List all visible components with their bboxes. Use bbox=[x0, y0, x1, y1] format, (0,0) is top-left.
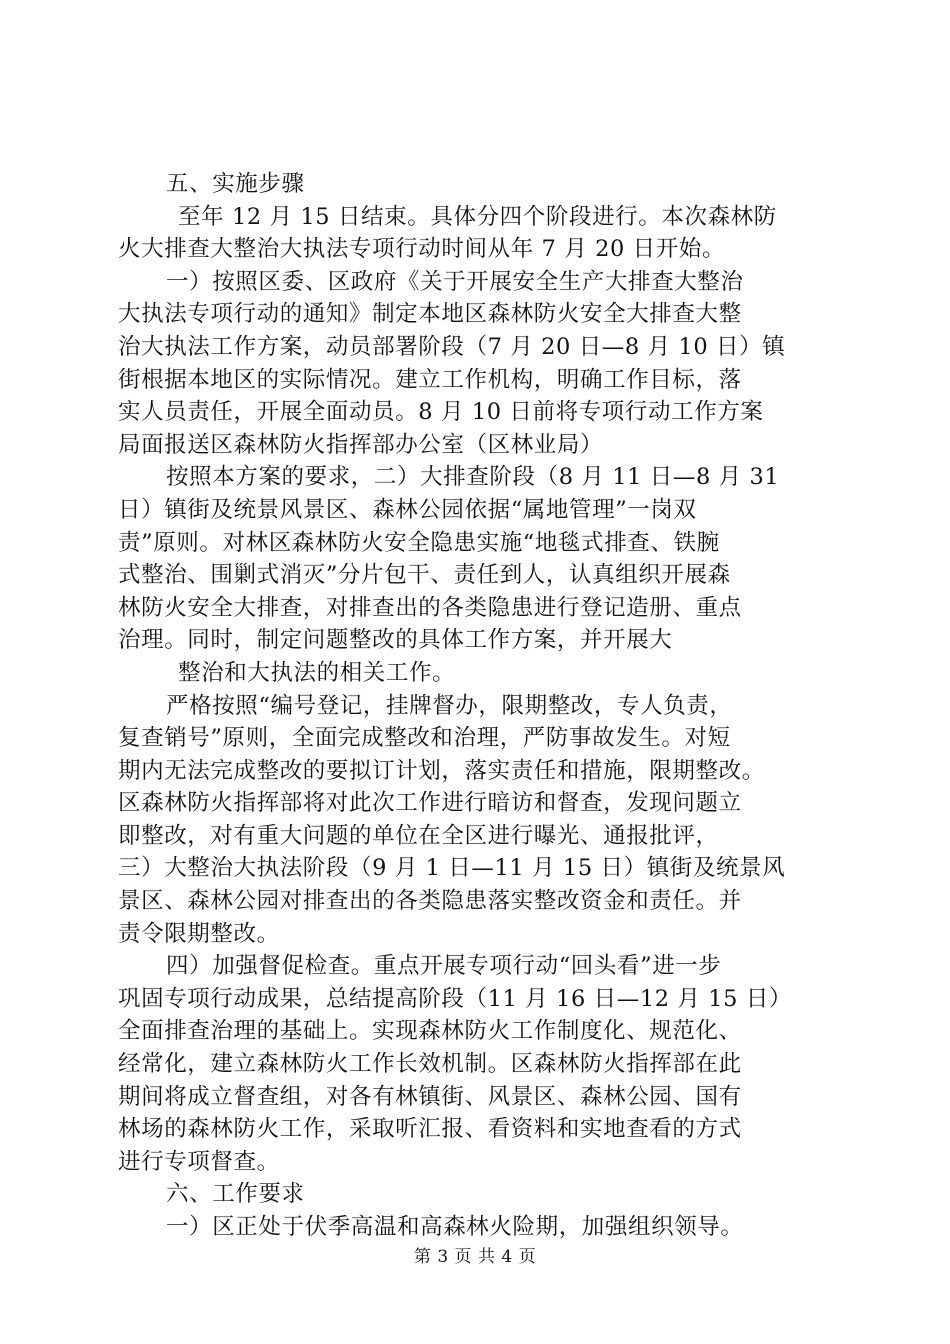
page-footer: 第 3 页 共 4 页 bbox=[413, 1247, 537, 1267]
text-line: 六、工作要求 bbox=[166, 1181, 305, 1208]
text-line: 整治和大执法的相关工作。 bbox=[178, 659, 456, 686]
document-body bbox=[118, 168, 838, 1244]
text-line: 林防火安全大排查，对排查出的各类隐患进行登记造册、重点 bbox=[118, 594, 742, 621]
text-line: 街根据本地区的实际情况。建立工作机构，明确工作目标，落 bbox=[118, 366, 742, 393]
text-line: 一）区正处于伏季高温和高森林火险期，加强组织领导。 bbox=[166, 1214, 744, 1240]
text-line: 三）大整治大执法阶段（9 月 1 日—11 月 15 日）镇街及统景风 bbox=[118, 855, 786, 882]
text-line: 即整改，对有重大问题的单位在全区进行曝光、通报批评， bbox=[118, 822, 719, 849]
text-line: 严格按照“编号登记，挂牌督办，限期整改，专人负责， bbox=[166, 692, 733, 719]
text-line: 林场的森林防火工作，采取听汇报、看资料和实地查看的方式 bbox=[118, 1116, 742, 1143]
text-line: 按照本方案的要求，二）大排查阶段（8 月 11 日—8 月 31 bbox=[166, 464, 780, 491]
text-line: 火大排查大整治大执法专项行动时间从年 7 月 20 日开始。 bbox=[118, 236, 726, 263]
text-line: 巩固专项行动成果，总结提高阶段（11 月 16 日—12 月 15 日） bbox=[118, 985, 793, 1012]
text-line: 四）加强督促检查。重点开展专项行动“回头看”进一步 bbox=[166, 953, 722, 980]
text-line: 经常化，建立森林防火工作长效机制。区森林防火指挥部在此 bbox=[118, 1051, 742, 1078]
text-line: 大执法专项行动的通知》制定本地区森林防火安全大排查大整 bbox=[118, 301, 742, 328]
text-line: 五、实施步骤 bbox=[166, 171, 305, 197]
text-line: 复查销号”原则，全面完成整改和治理，严防事故发生。对短 bbox=[118, 725, 731, 752]
text-line: 一）按照区委、区政府《关于开展安全生产大排查大整治 bbox=[166, 268, 744, 295]
text-line: 期间将成立督查组，对各有林镇街、风景区、森林公园、国有 bbox=[118, 1083, 742, 1110]
text-line: 至年 12 月 15 日结束。具体分四个阶段进行。本次森林防 bbox=[178, 203, 777, 230]
text-line: 治理。同时，制定问题整改的具体工作方案，并开展大 bbox=[118, 627, 673, 654]
text-line: 期内无法完成整改的要拟订计划，落实责任和措施，限期整改。 bbox=[118, 757, 765, 784]
text-line: 治大执法工作方案，动员部署阶段（7 月 20 日—8 月 10 日）镇 bbox=[118, 333, 786, 360]
text-line: 实人员责任，开展全面动员。8 月 10 日前将专项行动工作方案 bbox=[118, 399, 764, 426]
text-line: 责”原则。对林区森林防火安全隐患实施“地毯式排查、铁腕 bbox=[118, 529, 720, 556]
text-line: 景区、森林公园对排查出的各类隐患落实整改资金和责任。并 bbox=[118, 888, 742, 915]
text-line: 局面报送区森林防火指挥部办公室（区林业局） bbox=[118, 431, 604, 458]
text-line: 进行专项督查。 bbox=[118, 1148, 280, 1175]
text-line: 日）镇街及统景风景区、森林公园依据“属地管理”一岗双 bbox=[118, 496, 697, 523]
text-line: 全面排查治理的基础上。实现森林防火工作制度化、规范化、 bbox=[118, 1018, 742, 1045]
text-line: 责令限期整改。 bbox=[118, 920, 280, 947]
text-line: 区森林防火指挥部将对此次工作进行暗访和督查，发现问题立 bbox=[118, 790, 742, 817]
text-line: 式整治、围剿式消灭”分片包干、责任到人，认真组织开展森 bbox=[118, 562, 731, 589]
